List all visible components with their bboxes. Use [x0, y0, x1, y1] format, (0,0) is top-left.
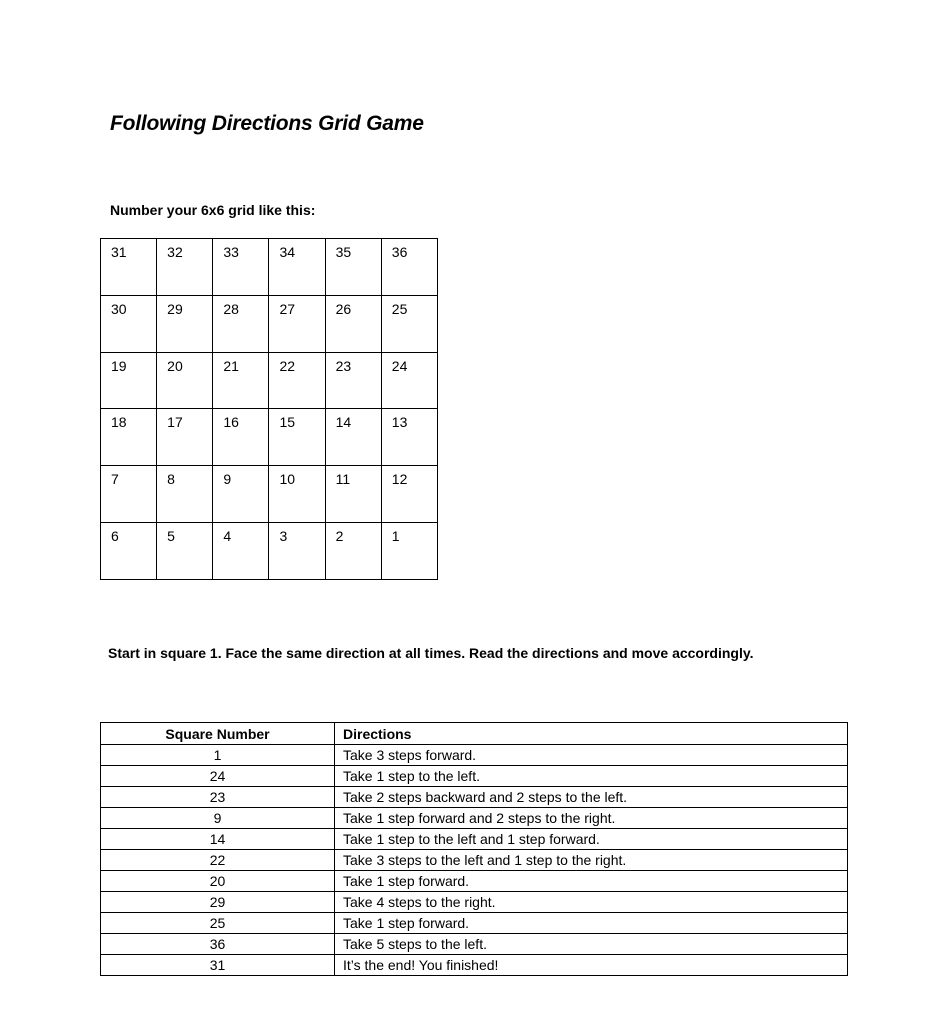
table-row	[101, 766, 848, 787]
grid-cell: 3	[269, 523, 325, 580]
directions-table	[100, 722, 848, 976]
page-title: Following Directions Grid Game	[110, 112, 424, 135]
grid-cell: 4	[213, 523, 269, 580]
grid-cell: 21	[213, 352, 269, 409]
grid-cell: 19	[101, 352, 157, 409]
grid-cell: 18	[101, 409, 157, 466]
direction-cell: It’s the end! You finished!	[335, 955, 848, 976]
grid-cell: 27	[269, 295, 325, 352]
table-row	[101, 850, 848, 871]
table-row	[101, 871, 848, 892]
square-number-cell: 9	[101, 808, 335, 829]
grid-cell: 15	[269, 409, 325, 466]
square-number-cell: 25	[101, 913, 335, 934]
direction-cell: Take 1 step to the left and 1 step forward.	[335, 829, 848, 850]
number-grid	[100, 238, 438, 580]
table-row	[101, 892, 848, 913]
grid-cell: 22	[269, 352, 325, 409]
grid-cell: 32	[157, 239, 213, 296]
grid-cell: 24	[381, 352, 437, 409]
square-number-cell: 23	[101, 787, 335, 808]
square-number-cell: 31	[101, 955, 335, 976]
table-row	[101, 934, 848, 955]
table-row	[101, 955, 848, 976]
direction-cell: Take 1 step to the left.	[335, 766, 848, 787]
direction-cell: Take 3 steps forward.	[335, 745, 848, 766]
table-header-row	[101, 723, 848, 745]
grid-cell: 9	[213, 466, 269, 523]
grid-cell: 2	[325, 523, 381, 580]
direction-cell: Take 1 step forward and 2 steps to the right.	[335, 808, 848, 829]
grid-cell: 23	[325, 352, 381, 409]
square-number-cell: 20	[101, 871, 335, 892]
square-number-cell: 22	[101, 850, 335, 871]
grid-row	[101, 295, 438, 352]
grid-cell: 7	[101, 466, 157, 523]
grid-cell: 17	[157, 409, 213, 466]
square-number-cell: 29	[101, 892, 335, 913]
grid-cell: 12	[381, 466, 437, 523]
grid-cell: 6	[101, 523, 157, 580]
grid-cell: 11	[325, 466, 381, 523]
direction-cell: Take 2 steps backward and 2 steps to the left.	[335, 787, 848, 808]
table-row	[101, 829, 848, 850]
grid-cell: 1	[381, 523, 437, 580]
instructions-text: Start in square 1. Face the same direction at all times. Read the directions and move accordingly.	[108, 645, 754, 661]
grid-cell: 16	[213, 409, 269, 466]
table-row	[101, 787, 848, 808]
square-number-cell: 1	[101, 745, 335, 766]
grid-cell: 29	[157, 295, 213, 352]
square-number-cell: 14	[101, 829, 335, 850]
grid-cell: 20	[157, 352, 213, 409]
grid-cell: 26	[325, 295, 381, 352]
grid-row	[101, 523, 438, 580]
grid-cell: 34	[269, 239, 325, 296]
direction-cell: Take 1 step forward.	[335, 913, 848, 934]
grid-cell: 28	[213, 295, 269, 352]
direction-cell: Take 5 steps to the left.	[335, 934, 848, 955]
grid-cell: 36	[381, 239, 437, 296]
grid-cell: 35	[325, 239, 381, 296]
grid-cell: 13	[381, 409, 437, 466]
grid-cell: 10	[269, 466, 325, 523]
header-square-number: Square Number	[101, 723, 335, 745]
grid-cell: 33	[213, 239, 269, 296]
square-number-cell: 36	[101, 934, 335, 955]
grid-cell: 31	[101, 239, 157, 296]
table-row	[101, 808, 848, 829]
table-row	[101, 913, 848, 934]
grid-row	[101, 239, 438, 296]
grid-cell: 30	[101, 295, 157, 352]
grid-cell: 14	[325, 409, 381, 466]
grid-intro-text: Number your 6x6 grid like this:	[110, 202, 316, 218]
header-directions: Directions	[335, 723, 848, 745]
grid-cell: 5	[157, 523, 213, 580]
table-row	[101, 745, 848, 766]
grid-row	[101, 466, 438, 523]
grid-row	[101, 352, 438, 409]
grid-row	[101, 409, 438, 466]
square-number-cell: 24	[101, 766, 335, 787]
direction-cell: Take 1 step forward.	[335, 871, 848, 892]
direction-cell: Take 3 steps to the left and 1 step to the right.	[335, 850, 848, 871]
grid-cell: 8	[157, 466, 213, 523]
grid-cell: 25	[381, 295, 437, 352]
direction-cell: Take 4 steps to the right.	[335, 892, 848, 913]
